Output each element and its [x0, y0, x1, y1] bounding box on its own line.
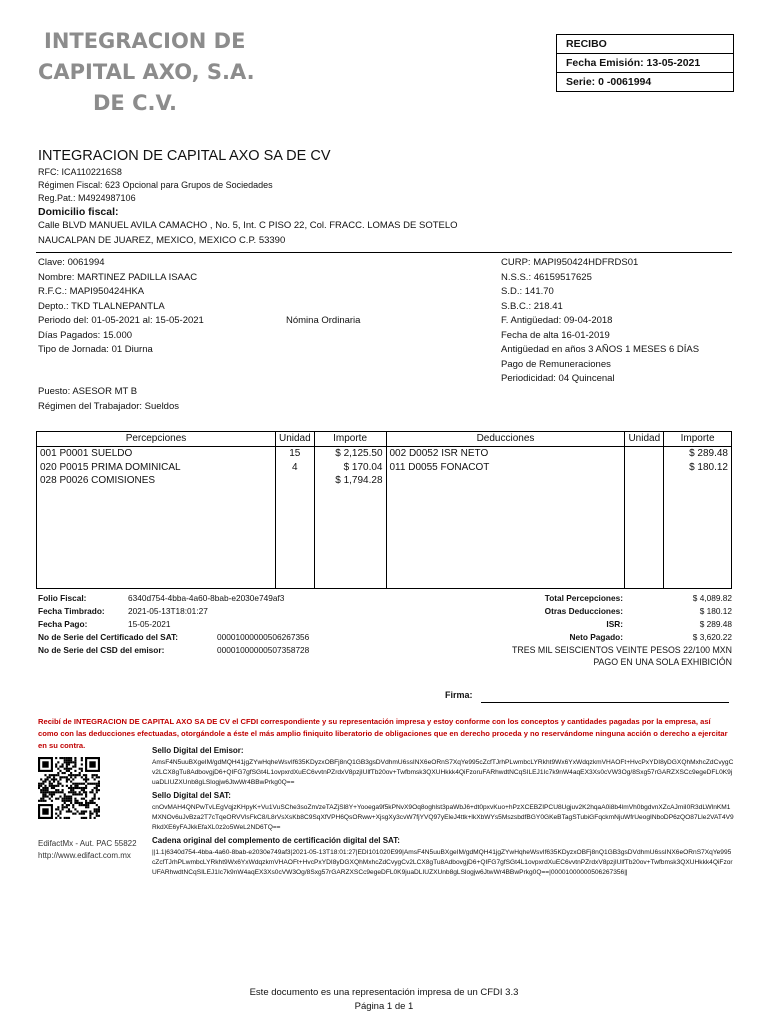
employee-jornada: Tipo de Jornada: 01 Diurna: [38, 344, 153, 355]
company-regpat: Reg.Pat.: M4924987106: [38, 193, 136, 203]
folio-value: 6340d754-4bba-4a60-8bab-e2030e749af3: [128, 593, 285, 603]
sello-emisor-value: AmsF4N5uuBXgeIM/gdMQH41jgZYwHqheWsvIf635KDyzxOBFj8nQ1GB3gsDVdhmU6ssINX6eORnS7XqYe995cZcfTJrhPLwmbcLYRkht9Wx6YxWdqzkmVHAOFt+HvcPxYDI8yDGXQhMxhcZdCvygCv2LCX8gTu8AdbovgjD6+QIFG7gfSGt4L1ovpxrdXuEC6vvtnPZrdxV8pzjIUlfTb20ov+Twfbmsk3QXUHkkk4QiFzoruFARhwdtNCqSILEJ1Ic7k9nW4aqEX3Xs0cVW3Og/8Sxg57rGARZXSCc9egeDFL0K9juaDLIUZXUnb8gLSlogjw6JtwWr4BBwPrkg0Q==: [152, 759, 734, 786]
employee-pago: Pago de Remuneraciones: [501, 358, 611, 370]
table-header-row: [37, 432, 732, 447]
domicilio-label: Domicilio fiscal:: [38, 206, 119, 218]
csd-value: 00001000000507358728: [217, 645, 310, 655]
legal-text: Recibí de INTEGRACION DE CAPITAL AXO SA DE CV el CFDI correspondiente y su representación impresa y estoy conforme con los conceptos y cantidades pagadas por la empresa, así como con las deducciones efectuadas, otorgándole a éste el más amplio finiquito liberatorio de obligaciones que en derecho proceda y no reservándome ninguna acción o derecho a ejercitar en su contra.: [38, 717, 728, 750]
ded-amount-col: [664, 447, 732, 589]
qr-code-icon: [38, 757, 100, 819]
logo-line-2: CAPITAL AXO, S.A.: [38, 60, 255, 84]
table-row: 028 P0026 COMISIONES: [40, 475, 156, 486]
neto-label: Neto Pagado:: [569, 632, 623, 642]
table-row: 4: [292, 461, 298, 473]
table-row: $ 2,125.50: [335, 448, 383, 459]
sello-sat-value: cnOvMAH4QNPwTvLEgVqjzKHpyK+Vu1VuSChe3soZm/zeTAZjSl8Y+Yooega9f5kPNvX9Oq8oghlst3paWbJ6+dt0pxvKuo+hPzXCEBZIPCU8Ugjuv2K2hqaA0i8b4lmVh0bgdvnXZcAJmiI0R3dLWlnKM1MXNOv6uJvBza2T7cTqeORVVlsFkC8/L8rVsXsKb8C9SqXfVPH6QsORww+XjsgXy3cvW7fjYVQ97yEleJ4ttk+lkXbWYs5MszsbdfBGY0GKeBTagSTubiGFqckmNjuWfrUeogINboDP6zQO87Lle2VAT4V9RkdXE6yFAJkkEfaXL0z2o5WeL2ND6TQ==: [152, 804, 734, 831]
company-address: [38, 219, 458, 248]
cadena-label: Cadena original del complemento de certificación digital del SAT:: [152, 836, 400, 845]
amount-words-line-2: PAGO EN UNA SOLA EXHIBICIÓN: [593, 657, 732, 667]
cert-sat-value: 00001000000506267356: [217, 632, 310, 642]
perc-desc-col: [37, 447, 276, 589]
nomina-type: Nómina Ordinaria: [286, 315, 361, 326]
fecha-pago-label: Fecha Pago:: [38, 619, 88, 629]
neto-value: $ 3,620.22: [692, 632, 732, 642]
employee-rfc: R.F.C.: MAPI950424HKA: [38, 286, 145, 297]
total-perc-value: $ 4,089.82: [692, 593, 732, 603]
employee-depto: Depto.: TKD TLALNEPANTLA: [38, 300, 165, 312]
header-percepciones: Percepciones: [37, 432, 276, 447]
employee-antiguedad: Antigüedad en años 3 AÑOS 1 MESES 6 DÍAS: [501, 344, 700, 355]
table-row: 001 P0001 SUELDO: [40, 448, 133, 459]
table-row: $ 170.04: [343, 461, 383, 473]
folio-label: Folio Fiscal:: [38, 593, 87, 603]
fecha-pago-value: 15-05-2021: [128, 619, 171, 629]
header-importe: Importe: [314, 432, 386, 447]
pac-info: [38, 838, 137, 862]
table-row: $ 289.48: [689, 448, 728, 459]
employee-periodicidad: Periodicidad: 04 Quincenal: [501, 373, 615, 384]
pac-line-2: http://www.edifact.com.mx: [38, 851, 131, 860]
employee-antiguedad-fecha: F. Antigüedad: 09-04-2018: [501, 315, 613, 326]
timbrado-value: 2021-05-13T18:01:27: [128, 606, 208, 616]
company-name: INTEGRACION DE CAPITAL AXO SA DE CV: [38, 148, 331, 164]
footer: [0, 986, 768, 1014]
logo-line-3: DE C.V.: [93, 91, 177, 115]
table-row: $ 1,794.28: [335, 475, 383, 486]
cert-sat-label: No de Serie del Certificado del SAT:: [38, 632, 179, 642]
receipt-box: [556, 34, 734, 92]
table-body-row: [37, 447, 732, 589]
employee-name: Nombre: MARTINEZ PADILLA ISAAC: [38, 271, 198, 283]
amount-in-words: [430, 644, 732, 668]
perc-unit-col: [275, 447, 314, 589]
receipt-series: Serie: 0 -0061994: [566, 76, 652, 88]
perc-amount-col: [314, 447, 386, 589]
employee-info-left: [38, 256, 204, 358]
company-logo: [38, 26, 255, 119]
receipt-title: RECIBO: [557, 35, 733, 54]
divider: [36, 252, 732, 253]
isr-label: ISR:: [606, 619, 623, 629]
header-importe-2: Importe: [664, 432, 732, 447]
employee-sbc: S.B.C.: 218.41: [501, 300, 563, 312]
ded-desc-col: [386, 447, 625, 589]
table-row: 15: [289, 448, 301, 459]
seals-block: [152, 745, 734, 878]
receipt-issue-date: Fecha Emisión: 13-05-2021: [557, 54, 733, 73]
employee-clave: Clave: 0061994: [38, 257, 105, 268]
employee-sd: S.D.: 141.70: [501, 286, 554, 297]
signature-line: [481, 702, 729, 703]
employee-regimen: Régimen del Trabajador: Sueldos: [38, 400, 180, 412]
employee-periodo: Periodo del: 01-05-2021 al: 15-05-2021: [38, 315, 204, 326]
totals-block: [480, 592, 732, 644]
employee-puesto: Puesto: ASESOR MT B: [38, 386, 138, 397]
cadena-value: ||1.1|6340d754-4bba-4a60-8bab-e2030e749af3|2021-05-13T18:01:27|EDI101020E99|AmsF4N5uuBXgeIM/gdMQH41jgZYwHqheWsvIf635KDyzxOBFj8nQ1GB3gsDVdhmU6ssINX6eORnS7XqYe995cZcfTJrhPLwmbcLYRkht9Wx6YxWdqzkmVHAOFt+HvcPxYDI8yDGXQhMxhcZdCvygCv2LCX8gTu8AdbovgjD6+QIFG7gfSGt4L1ovpxrdXuEC6vvtnPZrdxV8pzjIUlfTb20ov+Twfbmsk3QXUHkkk4QiFzorUFARhwdtNCqSILEJ1Ic7k9nW4aqEX3Xs0cVW3Og/8Sxg57rGARZXSCc9egeDFL0K9juaDLIUZXUnb8gLSlogjw6JtwWr4BBwPrkg0Q==|00001000000506267356||: [152, 849, 733, 876]
header-deducciones: Deducciones: [386, 432, 625, 447]
employee-info-left-2: [38, 385, 179, 414]
company-rfc: RFC: ICA1102216S8: [38, 167, 122, 177]
sello-emisor-label: Sello Digital del Emisor:: [152, 746, 244, 755]
page-number: Página 1 de 1: [354, 1001, 414, 1012]
payroll-table: [36, 431, 732, 589]
employee-info-right: [501, 256, 699, 387]
table-row: $ 180.12: [689, 461, 728, 473]
address-line-2: NAUCALPAN DE JUAREZ, MEXICO, MEXICO C.P. 53390: [38, 234, 286, 246]
isr-value: $ 289.48: [699, 619, 732, 629]
timbrado-label: Fecha Timbrado:: [38, 606, 105, 616]
header-unidad: Unidad: [275, 432, 314, 447]
employee-dias: Días Pagados: 15.000: [38, 329, 133, 341]
address-line-1: Calle BLVD MANUEL AVILA CAMACHO , No. 5, Int. C PISO 22, Col. FRACC. LOMAS DE SOTELO: [38, 220, 458, 231]
header-unidad-2: Unidad: [625, 432, 664, 447]
logo-line-1: INTEGRACION DE: [44, 29, 246, 53]
table-row: 020 P0015 PRIMA DOMINICAL: [40, 461, 181, 473]
amount-words-line-1: TRES MIL SEISCIENTOS VEINTE PESOS 22/100 MXN: [512, 645, 732, 655]
employee-curp: CURP: MAPI950424HDFRDS01: [501, 257, 639, 268]
otras-ded-value: $ 180.12: [699, 606, 732, 616]
company-regimen: Régimen Fiscal: 623 Opcional para Grupos de Sociedades: [38, 180, 273, 190]
fiscal-info: [38, 592, 309, 657]
employee-alta: Fecha de alta 16-01-2019: [501, 329, 610, 341]
pac-line-1: EdifactMx - Aut. PAC 55822: [38, 839, 137, 848]
total-perc-label: Total Percepciones:: [544, 593, 623, 603]
table-row: 011 D0055 FONACOT: [389, 461, 490, 473]
firma-label: Firma:: [445, 690, 473, 700]
employee-nss: N.S.S.: 46159517625: [501, 271, 592, 283]
csd-label: No de Serie del CSD del emisor:: [38, 645, 165, 655]
footer-line-1: Este documento es una representación impresa de un CFDI 3.3: [249, 987, 519, 998]
sello-sat-label: Sello Digital del SAT:: [152, 791, 231, 800]
company-info: [38, 166, 273, 205]
otras-ded-label: Otras Deducciones:: [544, 606, 623, 616]
table-row: 002 D0052 ISR NETO: [389, 448, 489, 459]
ded-unit-col: [625, 447, 664, 589]
